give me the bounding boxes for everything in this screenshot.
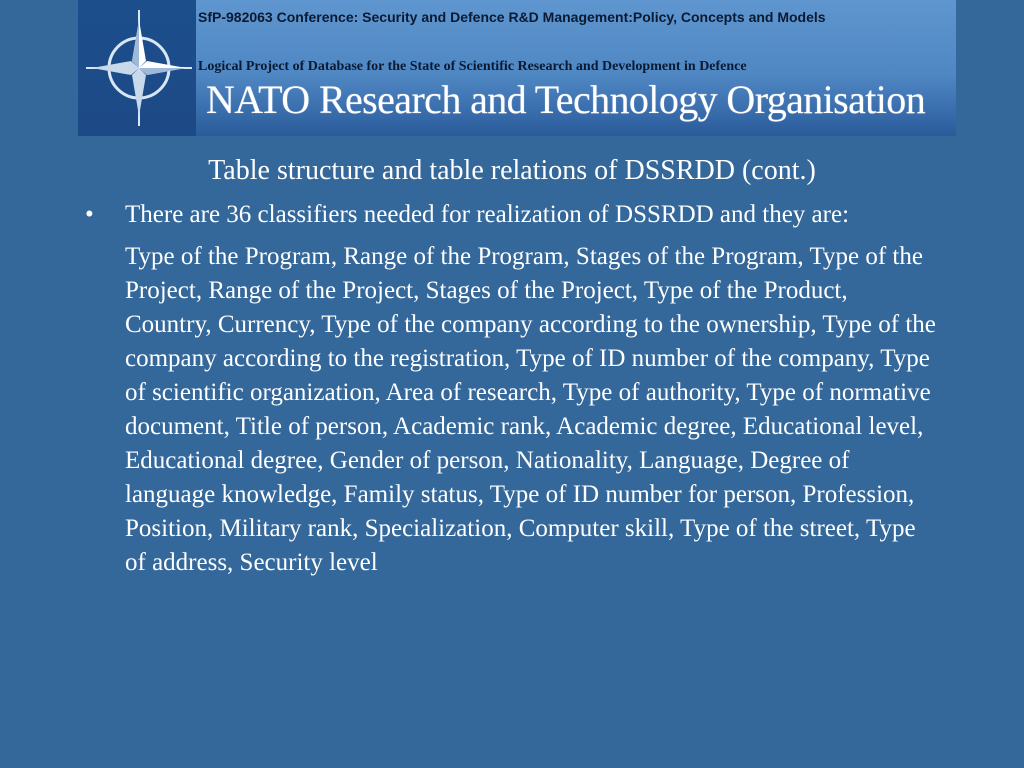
banner-emblem-panel (78, 0, 196, 136)
header-banner (78, 0, 956, 136)
nato-compass-star-icon (84, 6, 194, 130)
slide-content (85, 198, 945, 580)
project-title: Logical Project of Database for the State of Scientific Research and Development in Defence (198, 59, 747, 74)
classifiers-paragraph: Type of the Program, Range of the Program, Stages of the Program, Type of the Project, Range of the Project, Stages of the Project, Type of the Product, Country, Currency, Type of the company according to the ownership, Type of the company according to the registration, Type of ID number of the company, Type of scientific organization, Area of research, Type of authority, Type of normative document, Title of person, Academic rank, Academic degree, Educational level, Educational degree, Gender of person, Nationality, Language, Degree of language knowledge, Family status, Type of ID number for person, Profession, Position, Military rank, Specialization, Computer skill, Type of the street, Type of address, Security level (125, 243, 936, 576)
bullet-mark: • (85, 201, 94, 228)
organisation-name: NATO Research and Technology Organisation (206, 77, 926, 122)
slide-title: Table structure and table relations of DSSRDD (cont.) (208, 155, 816, 186)
bullet-text: There are 36 classifiers needed for realization of DSSRDD and they are: (125, 201, 850, 228)
bullet-item (85, 198, 945, 232)
conference-title: SfP-982063 Conference: Security and Defence R&D Management:Policy, Concepts and Models (198, 9, 826, 25)
